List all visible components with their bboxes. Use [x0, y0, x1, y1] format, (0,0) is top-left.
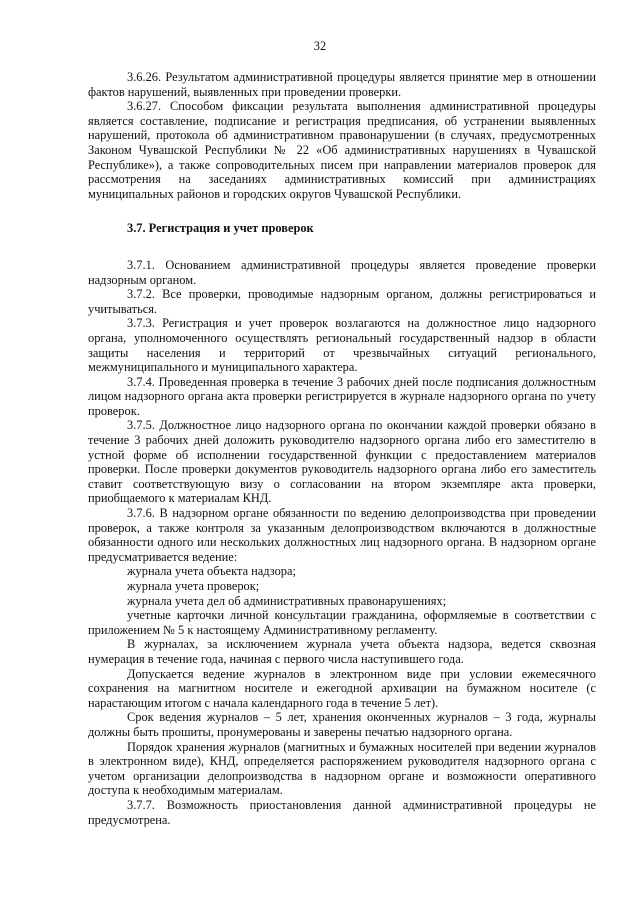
paragraph-storage-procedure: Порядок хранения журналов (магнитных и бумажных носителей при ведении журналов в электронном виде), КНД, определяется распоряжением руководителя надзорного органа с учетом организации делопроизводства в надзорном органе и возможности оперативного доступа к необходимым материалам.: [88, 739, 596, 798]
paragraph-3-7-3: 3.7.3. Регистрация и учет проверок возлагаются на должностное лицо надзорного органа, уполномоченного осуществлять региональный государственный надзор в области защиты населения и территорий от чрезвычайных ситуаций регионального, межмуниципального и муниципального характера.: [88, 316, 596, 375]
paragraph-electronic-journals: Допускается ведение журналов в электронном виде при условии ежемесячного сохранения на магнитном носителе и ежегодной архивации на бумажном носителе (с нарастающим итогом с начала календарного года в течение 5 лет).: [88, 666, 596, 710]
paragraph-3-7-6: 3.7.6. В надзорном органе обязанности по ведению делопроизводства при проведении проверок, а также контроля за указанным делопроизводством включаются в должностные обязанности одного или нескольких должностных лиц надзорного органа. В надзорном органе предусматривается ведение:: [88, 506, 596, 564]
paragraph-journal-retention: Срок ведения журналов – 5 лет, хранения оконченных журналов – 3 года, журналы должны быть прошиты, пронумерованы и заверены печатью надзорного органа.: [88, 710, 596, 739]
paragraph-3-7-1: 3.7.1. Основанием административной процедуры является проведение проверки надзорным органом.: [88, 257, 596, 287]
paragraph-3-6-27: 3.6.27. Способом фиксации результата выполнения административной процедуры является составление, подписание и регистрация предписания, об устранении выявленных нарушений, протокола об административном правонарушении (в случаях, предусмотренных Законом Чувашской Республики № 22 «Об административных нарушениях в Чувашской Республике»), а также сопроводительных писем при направлении материалов проверок для рассмотрения на заседаниях административных комиссий при администрациях муниципальных районов и городских округов Чувашской Республики.: [88, 99, 596, 201]
paragraph-journal-numbering: В журналах, за исключением журнала учета объекта надзора, ведется сквозная нумерация в течение года, начиная с первого числа наступившего года.: [88, 637, 596, 666]
document-body: [88, 70, 596, 827]
page-number: 32: [313, 39, 327, 53]
list-item-offense-journal: журнала учета дел об административных правонарушениях;: [127, 593, 447, 608]
list-item-inspection-journal: журнала учета проверок;: [127, 579, 260, 593]
paragraph-3-6-26: 3.6.26. Результатом административной процедуры является принятие мер в отношении фактов нарушений, выявленных при проведении проверки.: [88, 70, 596, 99]
section-heading: 3.7. Регистрация и учет проверок: [127, 221, 314, 236]
paragraph-3-7-4: 3.7.4. Проведенная проверка в течение 3 рабочих дней после подписания должностным лицом надзорного органа акта проверки регистрируется в журнале надзорного органа по учету проверок.: [88, 374, 596, 418]
paragraph-3-7-7: 3.7.7. Возможность приостановления данной административной процедуры не предусмотрена.: [88, 797, 596, 827]
paragraph-3-7-5: 3.7.5. Должностное лицо надзорного органа по окончании каждой проверки обязано в течение 3 рабочих дней доложить руководителю надзорного органа либо его заместителю в устной форме об исполнении государственной функции с предоставлением материалов проверки. После проверки документов руководитель надзорного органа либо его заместитель ставит соответствующую визу о согласовании на втором экземпляре акта проверки, приобщаемого к материалам КНД.: [88, 418, 596, 506]
paragraph-consultation-cards: учетные карточки личной консультации гражданина, оформляемые в соответствии с приложением № 5 к настоящему Административному регламенту.: [88, 608, 596, 637]
list-item-object-journal: журнала учета объекта надзора;: [127, 564, 296, 579]
paragraph-3-7-2: 3.7.2. Все проверки, проводимые надзорным органом, должны регистрироваться и учитываться.: [88, 287, 596, 316]
